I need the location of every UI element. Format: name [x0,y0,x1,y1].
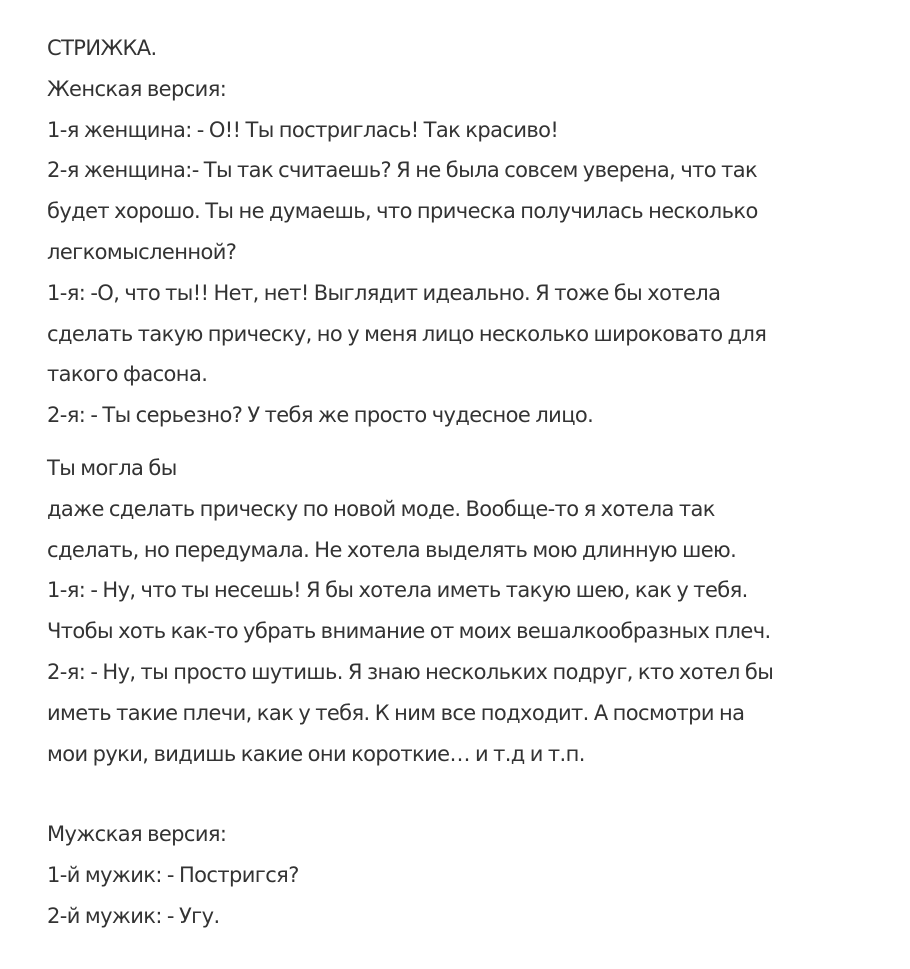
text-line: мои руки, видишь какие они короткие… и т.д и т.п. [47,741,585,766]
text-line: сделать, но передумала. Не хотела выделять мою длинную шею. [47,537,737,562]
text-line: 2-я женщина:- Ты так считаешь? Я не была совсем уверена, что так [47,158,758,183]
text-line: иметь такие плечи, как у тебя. К ним все подходит. А посмотри на [47,700,745,725]
text-line: 2-й мужик: - Угу. [47,903,220,928]
text-line: 1-я женщина: - О!! Ты постриглась! Так красиво! [47,117,559,142]
text-line: 2-я: - Ну, ты просто шутишь. Я знаю нескольких подруг, кто хотел бы [47,659,774,684]
text-line: сделать такую прическу, но у меня лицо несколько широковато для [47,321,767,346]
text-line: Ты могла бы [47,455,177,480]
text-line: даже сделать прическу по новой моде. Вообще-то я хотела так [47,496,715,521]
joke-text [47,28,897,937]
text-line: легкомысленной? [47,239,237,264]
text-line: Чтобы хоть как-то убрать внимание от моих вешалкообразных плеч. [47,619,771,644]
text-line: 1-я: -О, что ты!! Нет, нет! Выглядит идеально. Я тоже бы хотела [47,280,721,305]
male-heading: Мужская версия: [47,822,227,847]
text-line: будет хорошо. Ты не думаешь, что прическа получилась несколько [47,199,758,224]
text-line: такого фасона. [47,362,208,387]
title: СТРИЖКА. [47,36,157,60]
female-heading: Женская версия: [47,76,227,101]
text-line: 1-й мужик: - Постригся? [47,863,299,888]
paragraph-gap [47,436,897,448]
text-line: 2-я: - Ты серьезно? У тебя же просто чудесное лицо. [47,403,594,428]
text-line: 1-я: - Ну, что ты несешь! Я бы хотела иметь такую шею, как у тебя. [47,578,748,603]
paragraph-gap [47,774,897,814]
